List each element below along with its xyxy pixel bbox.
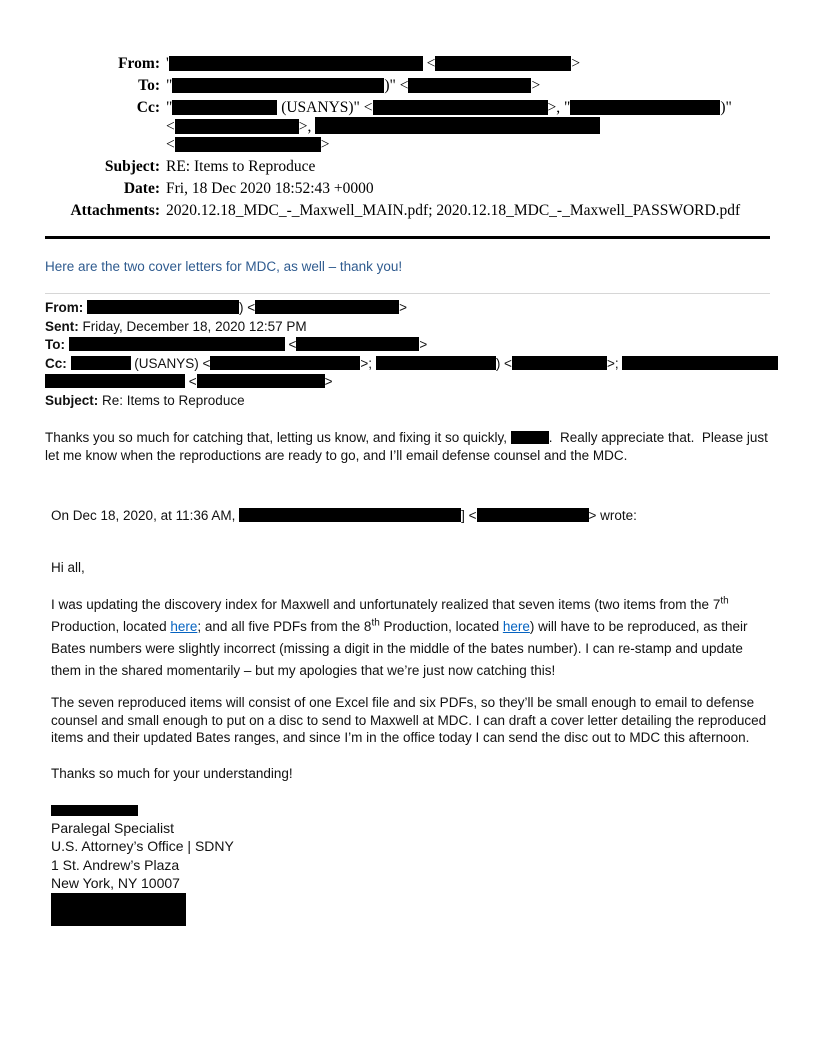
header-row [45, 202, 770, 220]
text-line [51, 874, 770, 893]
signature-block [51, 800, 770, 928]
redaction-bar [512, 356, 607, 370]
text-line [51, 660, 770, 682]
header-row [45, 55, 770, 73]
text-run: < [185, 374, 197, 389]
text-run: ' [166, 55, 169, 72]
field-label: To: [45, 337, 69, 352]
redaction-bar [51, 893, 186, 926]
text-line [51, 837, 770, 856]
text-line [51, 694, 770, 712]
text-line [166, 99, 770, 117]
redaction-bar [435, 56, 571, 71]
text-line [51, 765, 770, 783]
superscript-text: th [720, 595, 729, 607]
text-run: ; and all five PDFs from the 8 [197, 619, 372, 634]
text-run: )" [720, 99, 732, 116]
redaction-bar [255, 300, 399, 314]
text-run: > [399, 300, 408, 315]
text-line [51, 507, 770, 525]
text-run: > [419, 337, 428, 352]
text-line [166, 136, 770, 154]
quoted-message-divider [45, 293, 770, 294]
text-run: )" < [384, 77, 409, 94]
text-run: Production, located [379, 619, 503, 634]
header-field-label: Date: [123, 180, 160, 197]
text-run: > wrote: [588, 508, 637, 523]
closing-line [51, 765, 770, 783]
redaction-bar [175, 119, 299, 134]
quoted-email-header [45, 299, 770, 410]
header-field-label: From: [118, 55, 160, 72]
redaction-bar [210, 356, 360, 370]
text-run: ) < [495, 355, 512, 371]
hyperlink-here[interactable]: here [502, 619, 530, 634]
redaction-bar [477, 508, 589, 522]
header-row [45, 99, 770, 154]
text-run: (USANYS) < [130, 355, 211, 371]
redaction-bar [45, 374, 185, 388]
text-line [45, 392, 770, 411]
header-field-label: Cc: [136, 99, 160, 116]
text-run: >, " [547, 99, 571, 116]
text-line [166, 180, 770, 198]
redaction-bar [169, 56, 423, 71]
text-run: Thanks so much for your understanding! [51, 765, 293, 781]
text-line [45, 429, 770, 447]
text-run: < [422, 55, 436, 72]
text-line [166, 77, 770, 95]
redaction-bar [51, 805, 138, 816]
redaction-bar [376, 356, 496, 370]
paragraph-reproduced-items [51, 694, 770, 747]
header-field-value [166, 99, 770, 154]
text-run: On Dec 18, 2020, at 11:36 AM, [51, 508, 240, 523]
header-row [45, 158, 770, 176]
header-field-label: To: [138, 77, 160, 94]
text-run: > [531, 77, 541, 94]
redaction-bar [373, 100, 548, 115]
reply-paragraph [45, 429, 770, 464]
text-line [51, 856, 770, 875]
text-run: U.S. Attorney’s Office | SDNY [51, 838, 234, 854]
text-run: ) < [239, 300, 256, 315]
text-line [51, 800, 770, 819]
text-run: >; [360, 355, 376, 371]
redaction-bar [315, 117, 600, 134]
text-run: >, [298, 118, 316, 135]
text-run: New York, NY 10007 [51, 875, 180, 891]
text-line [45, 258, 770, 276]
text-run: ] < [461, 508, 477, 523]
header-field-value [166, 180, 770, 198]
header-field-value [166, 77, 770, 95]
text-run: 1 St. Andrew’s Plaza [51, 856, 180, 873]
text-line [45, 447, 770, 465]
text-run: Fri, 18 Dec 2020 18:52:43 +0000 [166, 180, 374, 197]
text-run: Bates numbers were slightly incorrect (missing a digit in the middle of the bates number). I can re-stamp and update [51, 641, 743, 656]
field-label: From: [45, 300, 87, 315]
text-run: 2020.12.18_MDC_-_Maxwell_MAIN.pdf; 2020.12.18_MDC_-_Maxwell_PASSWORD.pdf [166, 202, 741, 219]
header-field-value [166, 202, 770, 220]
text-run: Thanks you so much for catching that, letting us know, and fixing it so quickly, [45, 430, 511, 445]
field-label: Sent: [45, 318, 83, 334]
text-run: < [284, 337, 297, 352]
text-run: Paralegal Specialist [51, 819, 174, 836]
text-run: Friday, December 18, 2020 12:57 PM [82, 318, 307, 334]
header-field-value [166, 55, 770, 73]
text-run: let me know when the reproductions are ready to go, and I’ll email defense counsel and the MDC. [45, 447, 628, 463]
text-run: > [324, 374, 333, 389]
superscript-text: th [371, 617, 380, 629]
text-run: RE: Items to Reproduce [166, 158, 316, 175]
email-header-table [45, 0, 770, 220]
text-run: items and their updated Bates ranges, and since I’m in the office today I can send the disc out to MDC this afternoon. [51, 730, 750, 745]
header-row [45, 77, 770, 95]
text-line [51, 594, 770, 616]
field-label: Subject: [45, 392, 103, 408]
text-run: > [320, 136, 330, 153]
text-run: The seven reproduced items will consist of one Excel file and six PDFs, so they’ll be small enough to email to defense [51, 695, 755, 710]
quoted-original-message [51, 507, 770, 928]
field-label: Cc: [45, 355, 71, 371]
text-run: < [166, 118, 175, 135]
header-field-label: Attachments: [70, 202, 160, 219]
redaction-bar [511, 431, 549, 444]
text-line [45, 373, 770, 392]
text-run: Re: Items to Reproduce [102, 392, 245, 408]
text-line [166, 55, 770, 73]
text-line [51, 559, 770, 577]
redaction-bar [172, 100, 277, 115]
intro-note [45, 258, 770, 276]
text-line [51, 819, 770, 838]
text-line [166, 117, 770, 136]
text-run: Here are the two cover letters for MDC, as well – thank you! [45, 259, 403, 274]
text-run: < [166, 136, 175, 153]
text-run: " [166, 99, 173, 116]
text-line [51, 638, 770, 660]
text-line [51, 893, 770, 929]
text-line [45, 336, 770, 355]
redaction-bar [622, 356, 778, 370]
hyperlink-here[interactable]: here [170, 619, 198, 634]
redaction-bar [296, 337, 419, 351]
text-line [166, 202, 770, 220]
text-line [51, 729, 770, 747]
text-run: >; [606, 355, 623, 371]
text-line [51, 712, 770, 730]
redaction-bar [239, 508, 461, 522]
header-divider [45, 236, 770, 239]
redaction-bar [69, 337, 285, 351]
header-row [45, 180, 770, 198]
text-line [51, 616, 770, 638]
text-run: " [166, 77, 173, 94]
redaction-bar [570, 100, 720, 115]
greeting-line [51, 559, 770, 577]
text-run: > [571, 55, 581, 72]
text-line [45, 318, 770, 337]
text-run: I was updating the discovery index for Maxwell and unfortunately realized that seven items (two items from the 7 [51, 597, 721, 612]
text-run: Hi all, [51, 559, 85, 575]
paragraph-discovery-update [51, 594, 770, 682]
redaction-bar [175, 137, 321, 152]
text-line [45, 355, 770, 374]
text-run: counsel and small enough to put on a disc to send to Maxwell at MDC. I can draft a cover letter detailing the reproduced [51, 712, 767, 728]
header-field-value [166, 158, 770, 176]
redaction-bar [172, 78, 384, 93]
header-field-label: Subject: [104, 158, 160, 175]
text-run: . Really appreciate that. Please just [548, 430, 768, 445]
text-run: them in the shared momentarily – but my apologies that we’re just now catching this! [51, 663, 556, 678]
redaction-bar [87, 300, 239, 314]
text-line [166, 158, 770, 176]
redaction-bar [71, 356, 131, 370]
redaction-bar [197, 374, 325, 388]
text-line [45, 299, 770, 318]
text-run: ) will have to be reproduced, as their [529, 619, 748, 634]
redaction-bar [408, 78, 531, 93]
text-run: (USANYS)" < [277, 99, 373, 116]
attribution-line [51, 507, 770, 525]
text-run: Production, located [51, 619, 171, 634]
